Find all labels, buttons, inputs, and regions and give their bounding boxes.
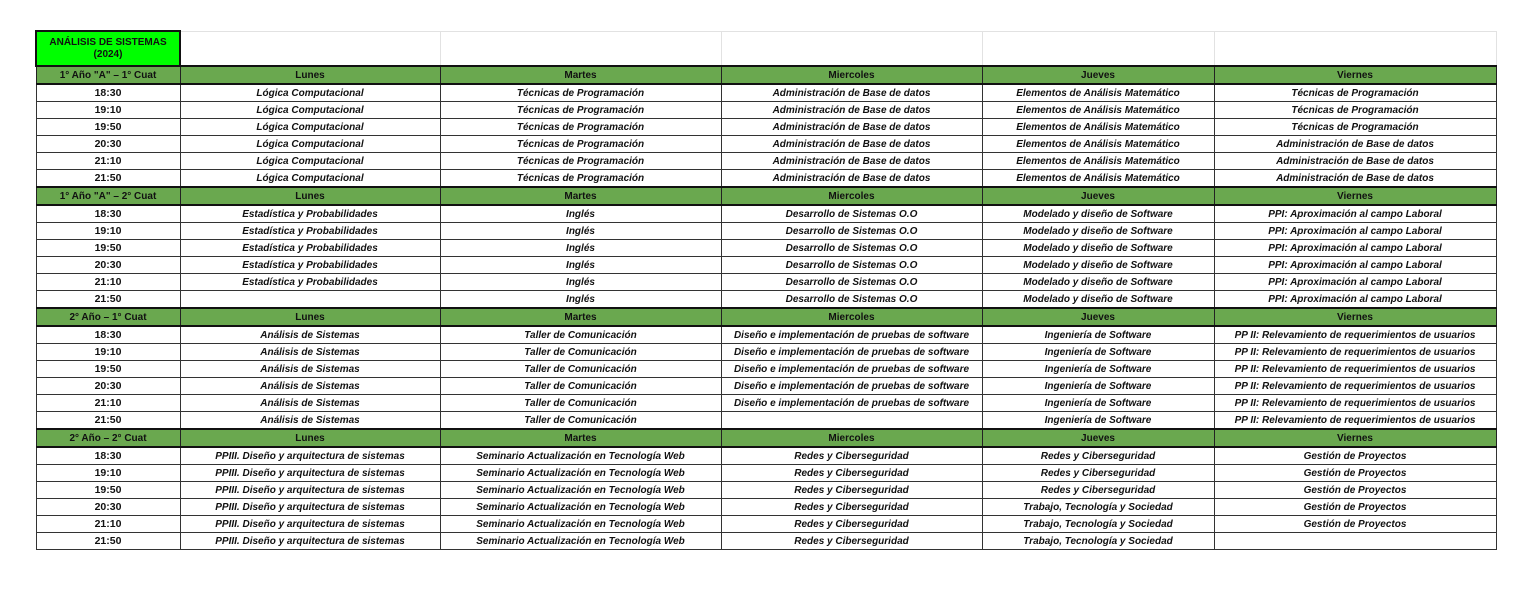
- subject-cell[interactable]: Desarrollo de Sistemas O.O: [721, 291, 982, 309]
- schedule-row: [36, 240, 1496, 257]
- subject-cell[interactable]: Gestión de Proyectos: [1214, 499, 1496, 516]
- section-label[interactable]: 2° Año – 2° Cuat: [36, 429, 180, 447]
- subject-cell[interactable]: [180, 291, 440, 309]
- schedule-row: [36, 533, 1496, 550]
- subject-cell[interactable]: Estadística y Probabilidades: [180, 274, 440, 291]
- subject-cell[interactable]: Desarrollo de Sistemas O.O: [721, 240, 982, 257]
- schedule-row: [36, 326, 1496, 344]
- day-header[interactable]: Viernes: [1214, 429, 1496, 447]
- day-header[interactable]: Miercoles: [721, 66, 982, 84]
- subject-cell[interactable]: Taller de Comunicación: [440, 378, 721, 395]
- subject-cell[interactable]: Redes y Ciberseguridad: [721, 499, 982, 516]
- subject-cell[interactable]: Ingeniería de Software: [982, 378, 1214, 395]
- time-cell[interactable]: 21:10: [36, 516, 180, 533]
- subject-cell[interactable]: Inglés: [440, 257, 721, 274]
- subject-cell[interactable]: Redes y Ciberseguridad: [982, 465, 1214, 482]
- subject-cell[interactable]: Técnicas de Programación: [440, 84, 721, 102]
- subject-cell[interactable]: Técnicas de Programación: [1214, 102, 1496, 119]
- subject-cell[interactable]: Administración de Base de datos: [721, 119, 982, 136]
- day-header[interactable]: Jueves: [982, 308, 1214, 326]
- day-header[interactable]: Miercoles: [721, 429, 982, 447]
- subject-cell[interactable]: Inglés: [440, 274, 721, 291]
- time-cell[interactable]: 19:10: [36, 223, 180, 240]
- subject-cell[interactable]: Lógica Computacional: [180, 84, 440, 102]
- time-cell[interactable]: 18:30: [36, 326, 180, 344]
- subject-cell[interactable]: Gestión de Proyectos: [1214, 447, 1496, 465]
- subject-cell[interactable]: Elementos de Análisis Matemático: [982, 153, 1214, 170]
- subject-cell[interactable]: Técnicas de Programación: [440, 170, 721, 188]
- empty-cell[interactable]: [982, 31, 1214, 66]
- section-header-row: [36, 308, 1496, 326]
- subject-cell[interactable]: PP II: Relevamiento de requerimientos de usuarios: [1214, 344, 1496, 361]
- time-cell[interactable]: 21:50: [36, 170, 180, 188]
- day-header[interactable]: Martes: [440, 66, 721, 84]
- subject-cell[interactable]: Redes y Ciberseguridad: [721, 482, 982, 499]
- sheet-year: (2024): [93, 48, 123, 60]
- schedule-row: [36, 499, 1496, 516]
- subject-cell[interactable]: Trabajo, Tecnología y Sociedad: [982, 533, 1214, 550]
- empty-cell[interactable]: [1214, 31, 1496, 66]
- subject-cell[interactable]: Taller de Comunicación: [440, 361, 721, 378]
- schedule-row: [36, 102, 1496, 119]
- subject-cell[interactable]: PPI: Aproximación al campo Laboral: [1214, 205, 1496, 223]
- subject-cell[interactable]: Administración de Base de datos: [721, 136, 982, 153]
- subject-cell[interactable]: Redes y Ciberseguridad: [721, 516, 982, 533]
- section-label[interactable]: 1° Año "A" – 2° Cuat: [36, 187, 180, 205]
- schedule-row: [36, 465, 1496, 482]
- time-cell[interactable]: 19:10: [36, 102, 180, 119]
- subject-cell[interactable]: Desarrollo de Sistemas O.O: [721, 274, 982, 291]
- day-header[interactable]: Viernes: [1214, 308, 1496, 326]
- day-header[interactable]: Martes: [440, 429, 721, 447]
- day-header[interactable]: Lunes: [180, 308, 440, 326]
- subject-cell[interactable]: Modelado y diseño de Software: [982, 274, 1214, 291]
- subject-cell[interactable]: Taller de Comunicación: [440, 344, 721, 361]
- subject-cell[interactable]: Desarrollo de Sistemas O.O: [721, 257, 982, 274]
- subject-cell[interactable]: Administración de Base de datos: [721, 153, 982, 170]
- subject-cell[interactable]: Modelado y diseño de Software: [982, 291, 1214, 309]
- subject-cell[interactable]: Desarrollo de Sistemas O.O: [721, 223, 982, 240]
- schedule-row: [36, 170, 1496, 188]
- time-cell[interactable]: 21:10: [36, 153, 180, 170]
- subject-cell[interactable]: Administración de Base de datos: [1214, 153, 1496, 170]
- subject-cell[interactable]: Elementos de Análisis Matemático: [982, 119, 1214, 136]
- subject-cell[interactable]: Lógica Computacional: [180, 119, 440, 136]
- subject-cell[interactable]: [1214, 533, 1496, 550]
- subject-cell[interactable]: Seminario Actualización en Tecnología Web: [440, 447, 721, 465]
- subject-cell[interactable]: PPIII. Diseño y arquitectura de sistemas: [180, 533, 440, 550]
- subject-cell[interactable]: Inglés: [440, 223, 721, 240]
- subject-cell[interactable]: Redes y Ciberseguridad: [721, 533, 982, 550]
- subject-cell[interactable]: PPI: Aproximación al campo Laboral: [1214, 240, 1496, 257]
- subject-cell[interactable]: Gestión de Proyectos: [1214, 465, 1496, 482]
- time-cell[interactable]: 20:30: [36, 378, 180, 395]
- subject-cell[interactable]: Técnicas de Programación: [1214, 119, 1496, 136]
- subject-cell[interactable]: Redes y Ciberseguridad: [721, 465, 982, 482]
- section-header-row: [36, 66, 1496, 84]
- time-cell[interactable]: 19:50: [36, 119, 180, 136]
- day-header[interactable]: Martes: [440, 187, 721, 205]
- subject-cell[interactable]: Técnicas de Programación: [440, 102, 721, 119]
- time-cell[interactable]: 18:30: [36, 205, 180, 223]
- subject-cell[interactable]: Redes y Ciberseguridad: [982, 482, 1214, 499]
- subject-cell[interactable]: PPIII. Diseño y arquitectura de sistemas: [180, 465, 440, 482]
- subject-cell[interactable]: Elementos de Análisis Matemático: [982, 170, 1214, 188]
- schedule-row: [36, 205, 1496, 223]
- subject-cell[interactable]: Elementos de Análisis Matemático: [982, 136, 1214, 153]
- subject-cell[interactable]: Estadística y Probabilidades: [180, 257, 440, 274]
- time-cell[interactable]: 18:30: [36, 84, 180, 102]
- subject-cell[interactable]: Estadística y Probabilidades: [180, 240, 440, 257]
- schedule-body: [36, 31, 1496, 550]
- subject-cell[interactable]: Redes y Ciberseguridad: [721, 447, 982, 465]
- day-header[interactable]: Miercoles: [721, 187, 982, 205]
- time-cell[interactable]: 20:30: [36, 499, 180, 516]
- schedule-sheet: [35, 30, 1497, 550]
- subject-cell[interactable]: PPI: Aproximación al campo Laboral: [1214, 257, 1496, 274]
- schedule-row: [36, 516, 1496, 533]
- subject-cell[interactable]: PP II: Relevamiento de requerimientos de usuarios: [1214, 395, 1496, 412]
- empty-cell[interactable]: [440, 31, 721, 66]
- schedule-row: [36, 153, 1496, 170]
- subject-cell[interactable]: Ingeniería de Software: [982, 326, 1214, 344]
- subject-cell[interactable]: Seminario Actualización en Tecnología Web: [440, 482, 721, 499]
- schedule-row: [36, 257, 1496, 274]
- schedule-row: [36, 136, 1496, 153]
- schedule-row: [36, 84, 1496, 102]
- day-header[interactable]: Martes: [440, 308, 721, 326]
- subject-cell[interactable]: Modelado y diseño de Software: [982, 240, 1214, 257]
- subject-cell[interactable]: Administración de Base de datos: [1214, 136, 1496, 153]
- subject-cell[interactable]: PPIII. Diseño y arquitectura de sistemas: [180, 447, 440, 465]
- schedule-row: [36, 274, 1496, 291]
- day-header[interactable]: Jueves: [982, 429, 1214, 447]
- subject-cell[interactable]: Análisis de Sistemas: [180, 378, 440, 395]
- subject-cell[interactable]: Elementos de Análisis Matemático: [982, 84, 1214, 102]
- subject-cell[interactable]: Seminario Actualización en Tecnología Web: [440, 516, 721, 533]
- section-header-row: [36, 429, 1496, 447]
- subject-cell[interactable]: PP II: Relevamiento de requerimientos de usuarios: [1214, 378, 1496, 395]
- empty-cell[interactable]: [721, 31, 982, 66]
- subject-cell[interactable]: PPI: Aproximación al campo Laboral: [1214, 291, 1496, 309]
- subject-cell[interactable]: Inglés: [440, 205, 721, 223]
- schedule-row: [36, 119, 1496, 136]
- day-header[interactable]: Viernes: [1214, 66, 1496, 84]
- subject-cell[interactable]: Técnicas de Programación: [440, 119, 721, 136]
- day-header[interactable]: Viernes: [1214, 187, 1496, 205]
- subject-cell[interactable]: Gestión de Proyectos: [1214, 516, 1496, 533]
- subject-cell[interactable]: PP II: Relevamiento de requerimientos de usuarios: [1214, 412, 1496, 430]
- subject-cell[interactable]: Diseño e implementación de pruebas de software: [721, 326, 982, 344]
- subject-cell[interactable]: PP II: Relevamiento de requerimientos de usuarios: [1214, 361, 1496, 378]
- subject-cell[interactable]: Análisis de Sistemas: [180, 412, 440, 430]
- schedule-row: [36, 395, 1496, 412]
- subject-cell[interactable]: Taller de Comunicación: [440, 326, 721, 344]
- schedule-row: [36, 482, 1496, 499]
- subject-cell[interactable]: Taller de Comunicación: [440, 412, 721, 430]
- subject-cell[interactable]: Diseño e implementación de pruebas de software: [721, 378, 982, 395]
- subject-cell[interactable]: Elementos de Análisis Matemático: [982, 102, 1214, 119]
- time-cell[interactable]: 19:10: [36, 344, 180, 361]
- subject-cell[interactable]: Trabajo, Tecnología y Sociedad: [982, 516, 1214, 533]
- day-header[interactable]: Lunes: [180, 187, 440, 205]
- day-header[interactable]: Lunes: [180, 429, 440, 447]
- subject-cell[interactable]: Análisis de Sistemas: [180, 344, 440, 361]
- day-header[interactable]: Miercoles: [721, 308, 982, 326]
- empty-cell[interactable]: [180, 31, 440, 66]
- subject-cell[interactable]: Ingeniería de Software: [982, 361, 1214, 378]
- subject-cell[interactable]: Modelado y diseño de Software: [982, 257, 1214, 274]
- subject-cell[interactable]: Redes y Ciberseguridad: [982, 447, 1214, 465]
- subject-cell[interactable]: Administración de Base de datos: [721, 170, 982, 188]
- subject-cell[interactable]: Diseño e implementación de pruebas de software: [721, 361, 982, 378]
- day-header[interactable]: Jueves: [982, 66, 1214, 84]
- subject-cell[interactable]: Administración de Base de datos: [1214, 170, 1496, 188]
- subject-cell[interactable]: Modelado y diseño de Software: [982, 205, 1214, 223]
- day-header[interactable]: Lunes: [180, 66, 440, 84]
- schedule-row: [36, 378, 1496, 395]
- subject-cell[interactable]: Gestión de Proyectos: [1214, 482, 1496, 499]
- subject-cell[interactable]: Análisis de Sistemas: [180, 326, 440, 344]
- subject-cell[interactable]: Ingeniería de Software: [982, 395, 1214, 412]
- time-cell[interactable]: 21:50: [36, 291, 180, 309]
- subject-cell[interactable]: Administración de Base de datos: [721, 84, 982, 102]
- time-cell[interactable]: 20:30: [36, 257, 180, 274]
- subject-cell[interactable]: Ingeniería de Software: [982, 344, 1214, 361]
- subject-cell[interactable]: Estadística y Probabilidades: [180, 223, 440, 240]
- section-label[interactable]: 1° Año "A" – 1° Cuat: [36, 66, 180, 84]
- subject-cell[interactable]: Técnicas de Programación: [440, 136, 721, 153]
- subject-cell[interactable]: Lógica Computacional: [180, 102, 440, 119]
- subject-cell[interactable]: Lógica Computacional: [180, 136, 440, 153]
- subject-cell[interactable]: Lógica Computacional: [180, 153, 440, 170]
- subject-cell[interactable]: Técnicas de Programación: [1214, 84, 1496, 102]
- schedule-row: [36, 344, 1496, 361]
- time-cell[interactable]: 19:50: [36, 361, 180, 378]
- time-cell[interactable]: 21:10: [36, 395, 180, 412]
- subject-cell[interactable]: Inglés: [440, 240, 721, 257]
- time-cell[interactable]: 21:50: [36, 533, 180, 550]
- time-cell[interactable]: 19:50: [36, 240, 180, 257]
- day-header[interactable]: Jueves: [982, 187, 1214, 205]
- subject-cell[interactable]: Lógica Computacional: [180, 170, 440, 188]
- subject-cell[interactable]: Análisis de Sistemas: [180, 361, 440, 378]
- subject-cell[interactable]: Seminario Actualización en Tecnología Web: [440, 465, 721, 482]
- subject-cell[interactable]: PPIII. Diseño y arquitectura de sistemas: [180, 499, 440, 516]
- subject-cell[interactable]: Análisis de Sistemas: [180, 395, 440, 412]
- sheet-title: ANÁLISIS DE SISTEMAS: [49, 36, 167, 48]
- subject-cell[interactable]: Seminario Actualización en Tecnología Web: [440, 499, 721, 516]
- subject-cell[interactable]: PPI: Aproximación al campo Laboral: [1214, 223, 1496, 240]
- time-cell[interactable]: 21:10: [36, 274, 180, 291]
- subject-cell[interactable]: Diseño e implementación de pruebas de software: [721, 344, 982, 361]
- time-cell[interactable]: 20:30: [36, 136, 180, 153]
- subject-cell[interactable]: PP II: Relevamiento de requerimientos de usuarios: [1214, 326, 1496, 344]
- subject-cell[interactable]: Seminario Actualización en Tecnología Web: [440, 533, 721, 550]
- subject-cell[interactable]: Administración de Base de datos: [721, 102, 982, 119]
- subject-cell[interactable]: PPIII. Diseño y arquitectura de sistemas: [180, 516, 440, 533]
- subject-cell[interactable]: Ingeniería de Software: [982, 412, 1214, 430]
- subject-cell[interactable]: Técnicas de Programación: [440, 153, 721, 170]
- subject-cell[interactable]: Taller de Comunicación: [440, 395, 721, 412]
- subject-cell[interactable]: [721, 412, 982, 430]
- title-row: [36, 31, 1496, 66]
- time-cell[interactable]: 18:30: [36, 447, 180, 465]
- schedule-row: [36, 223, 1496, 240]
- subject-cell[interactable]: Modelado y diseño de Software: [982, 223, 1214, 240]
- time-cell[interactable]: 19:50: [36, 482, 180, 499]
- schedule-row: [36, 412, 1496, 430]
- time-cell[interactable]: 21:50: [36, 412, 180, 430]
- time-cell[interactable]: 19:10: [36, 465, 180, 482]
- subject-cell[interactable]: PPI: Aproximación al campo Laboral: [1214, 274, 1496, 291]
- sheet-title-cell[interactable]: [36, 31, 180, 66]
- subject-cell[interactable]: PPIII. Diseño y arquitectura de sistemas: [180, 482, 440, 499]
- subject-cell[interactable]: Estadística y Probabilidades: [180, 205, 440, 223]
- schedule-row: [36, 447, 1496, 465]
- subject-cell[interactable]: Desarrollo de Sistemas O.O: [721, 205, 982, 223]
- section-header-row: [36, 187, 1496, 205]
- schedule-row: [36, 361, 1496, 378]
- subject-cell[interactable]: Trabajo, Tecnología y Sociedad: [982, 499, 1214, 516]
- schedule-row: [36, 291, 1496, 309]
- subject-cell[interactable]: Diseño e implementación de pruebas de software: [721, 395, 982, 412]
- subject-cell[interactable]: Inglés: [440, 291, 721, 309]
- section-label[interactable]: 2° Año – 1° Cuat: [36, 308, 180, 326]
